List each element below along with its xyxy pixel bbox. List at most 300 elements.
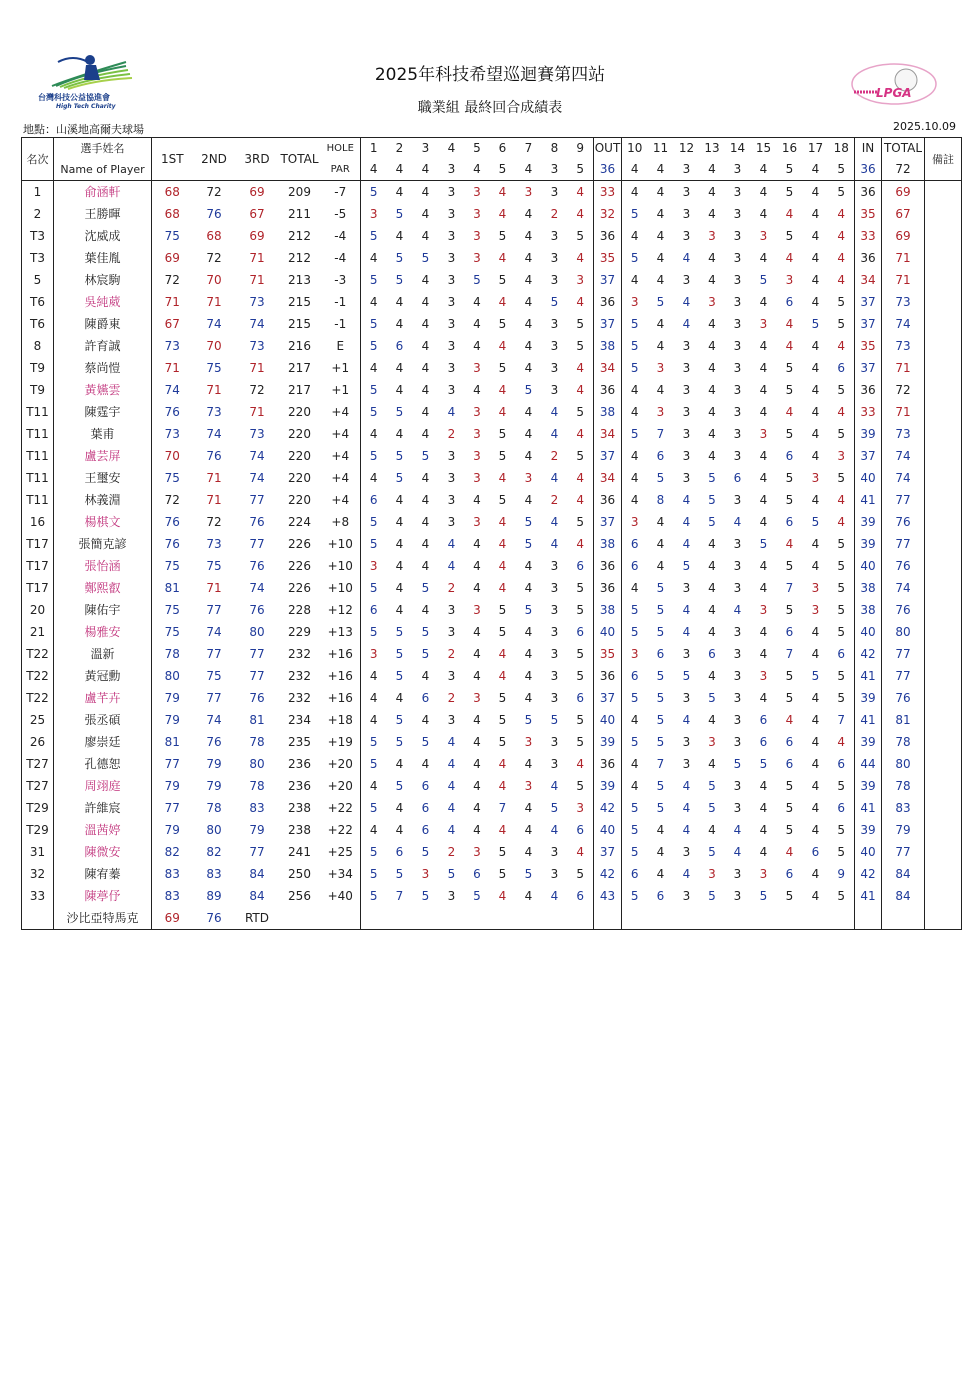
round-total: 77 <box>882 489 925 511</box>
hole-score: 5 <box>656 779 665 793</box>
remark-cell <box>925 577 962 599</box>
hole-score: 2 <box>447 845 456 859</box>
round3-score: 74 <box>249 581 265 595</box>
hole-score: 5 <box>395 669 404 683</box>
hole-score: 6 <box>630 537 639 551</box>
hole-score: 4 <box>447 779 456 793</box>
hole-score: 6 <box>568 621 594 643</box>
in-score: 35 <box>855 335 882 357</box>
hole-score: 5 <box>421 647 430 661</box>
hole-score: 5 <box>630 317 639 331</box>
total-score: 209 <box>288 185 311 199</box>
hole-score: 5 <box>568 511 594 533</box>
hole-score: 4 <box>708 603 716 617</box>
hole-score: 4 <box>656 339 665 353</box>
hole-score: 3 <box>682 757 691 771</box>
player-name: 林義淵 <box>54 489 152 511</box>
hole-score: 3 <box>733 339 742 353</box>
hole-score: 5 <box>568 709 594 731</box>
hole-score <box>490 907 516 930</box>
hole-score: 4 <box>550 471 559 485</box>
hole-score: 4 <box>498 779 507 793</box>
hole-score <box>829 907 855 930</box>
to-par: -1 <box>321 291 361 313</box>
hole-score: 4 <box>421 185 430 199</box>
round-total: 84 <box>882 863 925 885</box>
hole-score: 6 <box>630 669 639 683</box>
hole-score: 4 <box>421 405 430 419</box>
hole-score: 4 <box>369 295 378 309</box>
hole-score: 5 <box>656 625 665 639</box>
round-total: 69 <box>882 225 925 247</box>
player-name: 葉佳胤 <box>54 247 152 269</box>
round-total: 76 <box>882 687 925 709</box>
round3-score: 83 <box>249 801 265 815</box>
hole-score: 4 <box>524 427 533 441</box>
round-total: 69 <box>882 181 925 204</box>
hole-score: 5 <box>498 229 507 243</box>
hole-score: 4 <box>550 823 559 837</box>
hole-score: 4 <box>447 735 456 749</box>
rank-cell: T9 <box>22 357 54 379</box>
player-row <box>22 489 962 511</box>
round3-score: 73 <box>249 295 265 309</box>
hole-score: 3 <box>550 339 559 353</box>
hole-score: 4 <box>395 427 404 441</box>
out-score: 36 <box>594 753 622 775</box>
hole-score: 5 <box>811 515 820 529</box>
hole-score: 3 <box>811 471 820 485</box>
par-value: 4 <box>700 159 725 181</box>
hole-score: 6 <box>785 735 794 749</box>
in-score: 42 <box>855 863 882 885</box>
hole-score: 4 <box>811 559 820 573</box>
hole-score: 4 <box>656 229 665 243</box>
hole-score: 4 <box>568 181 594 204</box>
hole-score: 4 <box>829 335 855 357</box>
hole-score: 3 <box>550 603 559 617</box>
total-header: TOTAL <box>279 138 321 181</box>
hole-score: 5 <box>811 317 820 331</box>
out-score: 37 <box>594 511 622 533</box>
hole-score: 4 <box>811 229 820 243</box>
hole-score <box>568 907 594 930</box>
hole-score: 3 <box>759 317 768 331</box>
round2-score: 74 <box>206 625 222 639</box>
round1-score: 71 <box>164 361 180 375</box>
player-name: 鄭熙叡 <box>54 577 152 599</box>
hole-score: 5 <box>395 207 404 221</box>
hole-score: 4 <box>733 845 742 859</box>
out-score: 36 <box>594 379 622 401</box>
total-score: 232 <box>288 647 311 661</box>
remark-cell <box>925 555 962 577</box>
hole-score: 3 <box>708 229 716 243</box>
hole-score: 4 <box>708 537 716 551</box>
round-total: 71 <box>882 401 925 423</box>
hole-score: 3 <box>733 185 742 199</box>
rank-cell: T11 <box>22 423 54 445</box>
hole-score: 4 <box>550 779 559 793</box>
hole-score: 4 <box>811 251 820 265</box>
to-par: -7 <box>321 181 361 204</box>
rank-cell: 32 <box>22 863 54 885</box>
rank-cell: T3 <box>22 225 54 247</box>
hole-score: 4 <box>447 559 456 573</box>
hole-score: 4 <box>473 339 481 353</box>
remark-cell <box>925 181 962 204</box>
player-name: 黃嬿雲 <box>54 379 152 401</box>
hole-score: 4 <box>759 339 768 353</box>
hole-score: 5 <box>656 471 665 485</box>
hole-score: 4 <box>630 757 639 771</box>
in-score: 39 <box>855 423 882 445</box>
hole-score: 4 <box>524 339 533 353</box>
hole-score: 3 <box>447 229 456 243</box>
player-row <box>22 181 962 204</box>
to-par: +18 <box>321 709 361 731</box>
par-total: 72 <box>882 159 925 181</box>
round-total: 71 <box>882 247 925 269</box>
to-par: -3 <box>321 269 361 291</box>
round3-score: 78 <box>249 779 265 793</box>
round1-score: 72 <box>164 273 180 287</box>
hole-score: 6 <box>785 625 794 639</box>
hole-score: 3 <box>550 361 559 375</box>
hole-score: 4 <box>524 229 533 243</box>
out-score: 38 <box>594 599 622 621</box>
total-score: 212 <box>288 251 311 265</box>
out-score: 38 <box>594 533 622 555</box>
to-par: -1 <box>321 313 361 335</box>
hole-score: 4 <box>473 757 481 771</box>
round1-score: 68 <box>164 207 180 221</box>
hole-score: 7 <box>395 889 404 903</box>
remark-cell <box>925 379 962 401</box>
hole-number: 1 <box>361 138 387 160</box>
total-score: 220 <box>288 427 311 441</box>
round1-score: 76 <box>164 537 180 551</box>
hole-score: 3 <box>550 691 559 705</box>
hole-score: 3 <box>550 559 559 573</box>
hole-score: 5 <box>656 691 665 705</box>
to-par: -5 <box>321 203 361 225</box>
org-logo-text-en: High Tech Charity <box>56 103 116 110</box>
hole-score: 4 <box>421 427 430 441</box>
hole-score: 4 <box>759 625 768 639</box>
hole-score: 4 <box>785 207 794 221</box>
hole-score: 5 <box>785 471 794 485</box>
hole-score: 5 <box>568 643 594 665</box>
hole-score <box>725 907 751 930</box>
hole-score: 3 <box>369 559 378 573</box>
remark-cell <box>925 621 962 643</box>
hole-score: 4 <box>759 295 768 309</box>
hole-score: 4 <box>682 537 691 551</box>
event-date: 2025.10.09 <box>893 120 956 133</box>
hole-score: 6 <box>630 867 639 881</box>
hole-score: 5 <box>829 291 855 313</box>
round1-score: 73 <box>164 339 180 353</box>
total-score: 236 <box>288 779 311 793</box>
hole-score: 6 <box>568 819 594 841</box>
remark-cell <box>925 797 962 819</box>
remark-cell <box>925 907 962 930</box>
round2-score: 80 <box>206 823 222 837</box>
hole-score: 4 <box>682 317 691 331</box>
to-par: +10 <box>321 577 361 599</box>
hole-score: 5 <box>421 625 430 639</box>
hole-score: 3 <box>708 735 716 749</box>
hole-score: 6 <box>568 885 594 907</box>
hole-score: 4 <box>656 823 665 837</box>
round2-score: 76 <box>193 907 236 930</box>
hole-score: 6 <box>369 603 378 617</box>
hole-score: 4 <box>785 713 794 727</box>
hole-score: 4 <box>568 467 594 489</box>
out-score: 39 <box>594 731 622 753</box>
hole-score: 5 <box>369 317 378 331</box>
hole-score: 5 <box>524 383 533 397</box>
hole-score: 4 <box>811 185 820 199</box>
hole-score: 3 <box>682 427 691 441</box>
hole-score: 5 <box>630 823 639 837</box>
hole-score: 5 <box>708 471 716 485</box>
player-row <box>22 379 962 401</box>
rank-cell: T11 <box>22 401 54 423</box>
hole-score: 3 <box>829 445 855 467</box>
player-name: 王璽安 <box>54 467 152 489</box>
round3-score: 76 <box>249 603 265 617</box>
hole-score: 3 <box>473 405 481 419</box>
round2-score: 71 <box>206 471 222 485</box>
round1-score: 75 <box>164 625 180 639</box>
player-name: 吳純葳 <box>54 291 152 313</box>
hole-score: 4 <box>785 251 794 265</box>
hole-score: 6 <box>421 823 430 837</box>
hole-score: 5 <box>369 383 378 397</box>
hole-score: 4 <box>630 581 639 595</box>
hole-score: 4 <box>369 251 378 265</box>
round1-score: 79 <box>164 713 180 727</box>
to-par: +4 <box>321 489 361 511</box>
par-value: 4 <box>648 159 674 181</box>
round3-score: 84 <box>249 889 265 903</box>
remark-header: 備註 <box>925 138 962 181</box>
hole-score: 6 <box>421 779 430 793</box>
par-value: 4 <box>803 159 829 181</box>
round-total: 74 <box>882 445 925 467</box>
round2-score: 71 <box>206 493 222 507</box>
round-total: 78 <box>882 731 925 753</box>
hole-score: 6 <box>733 471 742 485</box>
remark-cell <box>925 313 962 335</box>
hole-score: 4 <box>630 779 639 793</box>
hole-score: 4 <box>656 537 665 551</box>
hole-score: 5 <box>708 845 716 859</box>
round2-score: 78 <box>206 801 222 815</box>
hole-score: 3 <box>759 669 768 683</box>
hole-score: 3 <box>473 845 481 859</box>
hole-score: 4 <box>656 867 665 881</box>
hole-score: 4 <box>630 383 639 397</box>
out-score: 36 <box>594 577 622 599</box>
hole-score: 3 <box>447 185 456 199</box>
hole-score: 5 <box>498 691 507 705</box>
hole-score: 3 <box>733 867 742 881</box>
round3-score: 71 <box>249 405 265 419</box>
remark-cell <box>925 401 962 423</box>
hole-number: 6 <box>490 138 516 160</box>
rank-cell: T29 <box>22 819 54 841</box>
hole-score: 4 <box>656 207 665 221</box>
round3-score: 76 <box>249 559 265 573</box>
hole-score: 4 <box>395 691 404 705</box>
hole-score: 4 <box>759 581 768 595</box>
hole-score: 4 <box>498 383 507 397</box>
hole-score: 3 <box>682 361 691 375</box>
to-par: +1 <box>321 379 361 401</box>
round3-score: 77 <box>249 537 265 551</box>
hole-score: 3 <box>473 471 481 485</box>
hole-score: 3 <box>473 185 481 199</box>
to-par: E <box>321 335 361 357</box>
hole-score: 4 <box>630 449 639 463</box>
player-name: 楊棋文 <box>54 511 152 533</box>
in-score <box>855 907 882 930</box>
hole-score: 3 <box>447 713 456 727</box>
to-par: +4 <box>321 401 361 423</box>
hole-score: 4 <box>811 493 820 507</box>
hole-score: 5 <box>498 427 507 441</box>
hole-score: 4 <box>785 537 794 551</box>
hole-score: 5 <box>630 845 639 859</box>
to-par: +40 <box>321 885 361 907</box>
hole-score: 3 <box>733 405 742 419</box>
remark-cell <box>925 885 962 907</box>
in-score: 40 <box>855 467 882 489</box>
hole-score: 4 <box>811 383 820 397</box>
hole-score: 4 <box>682 493 691 507</box>
hole-score: 3 <box>447 889 456 903</box>
in-score: 39 <box>855 819 882 841</box>
hole-score: 7 <box>785 647 794 661</box>
hole-score <box>674 907 700 930</box>
player-row <box>22 357 962 379</box>
hole-score: 2 <box>447 647 456 661</box>
hole-score: 3 <box>733 735 742 749</box>
hole-score: 6 <box>785 295 794 309</box>
total-score: 215 <box>288 317 311 331</box>
in-score: 39 <box>855 775 882 797</box>
rank-cell: 8 <box>22 335 54 357</box>
out-score: 37 <box>594 841 622 863</box>
hole-score: 4 <box>395 515 404 529</box>
player-name: 溫新 <box>54 643 152 665</box>
to-par: +16 <box>321 643 361 665</box>
hole-score: 3 <box>682 339 691 353</box>
player-row <box>22 225 962 247</box>
in-score: 39 <box>855 511 882 533</box>
hole-score: 4 <box>682 625 691 639</box>
hole-score: 7 <box>656 757 665 771</box>
hole-score: 4 <box>708 405 716 419</box>
hole-score: 5 <box>656 669 665 683</box>
player-name: 許維宸 <box>54 797 152 819</box>
rank-cell: T17 <box>22 577 54 599</box>
rank-cell: T11 <box>22 489 54 511</box>
hole-score: 3 <box>524 779 533 793</box>
hole-score: 5 <box>829 885 855 907</box>
out-score: 33 <box>594 181 622 204</box>
hole-score: 3 <box>473 229 481 243</box>
hole-score: 5 <box>369 801 378 815</box>
hole-score: 2 <box>447 691 456 705</box>
hole-score: 5 <box>568 401 594 423</box>
hole-score: 5 <box>829 775 855 797</box>
hole-score: 6 <box>656 889 665 903</box>
hole-score: 3 <box>733 229 742 243</box>
round2-score: 75 <box>206 669 222 683</box>
player-row <box>22 643 962 665</box>
hole-score: 4 <box>395 801 404 815</box>
hole-score: 5 <box>630 603 639 617</box>
hole-score: 4 <box>682 801 691 815</box>
hole-score: 4 <box>524 295 533 309</box>
player-row <box>22 203 962 225</box>
hole-score: 8 <box>656 493 665 507</box>
remark-cell <box>925 643 962 665</box>
hole-score: 4 <box>785 339 794 353</box>
hole-score: 7 <box>829 709 855 731</box>
player-row <box>22 423 962 445</box>
hole-score: 3 <box>473 449 481 463</box>
round1-score: 71 <box>164 295 180 309</box>
hole-score: 3 <box>759 427 768 441</box>
hole-score <box>439 907 465 930</box>
hole-score: 3 <box>447 669 456 683</box>
hole-score: 5 <box>498 845 507 859</box>
total-score: 212 <box>288 229 311 243</box>
hole-score: 3 <box>447 383 456 397</box>
in-score: 41 <box>855 885 882 907</box>
par-value: 4 <box>622 159 648 181</box>
rank-cell: T22 <box>22 687 54 709</box>
in-score: 37 <box>855 445 882 467</box>
player-name: 盧芸屏 <box>54 445 152 467</box>
out-score: 36 <box>594 665 622 687</box>
hole-score: 6 <box>785 757 794 771</box>
in-score: 37 <box>855 313 882 335</box>
hole-score: 4 <box>369 471 378 485</box>
hole-score: 4 <box>630 493 639 507</box>
round1-score: 80 <box>164 669 180 683</box>
rank-cell: T17 <box>22 555 54 577</box>
to-par: -4 <box>321 247 361 269</box>
hole-score: 4 <box>811 823 820 837</box>
hole-score: 3 <box>568 797 594 819</box>
hole-score: 3 <box>733 713 742 727</box>
rank-cell: 16 <box>22 511 54 533</box>
remark-cell <box>925 819 962 841</box>
in-score: 44 <box>855 753 882 775</box>
player-row <box>22 511 962 533</box>
hole-score: 4 <box>421 317 430 331</box>
remark-cell <box>925 423 962 445</box>
hole-score: 4 <box>630 229 639 243</box>
hole-score: 4 <box>473 581 481 595</box>
hole-score: 5 <box>829 621 855 643</box>
